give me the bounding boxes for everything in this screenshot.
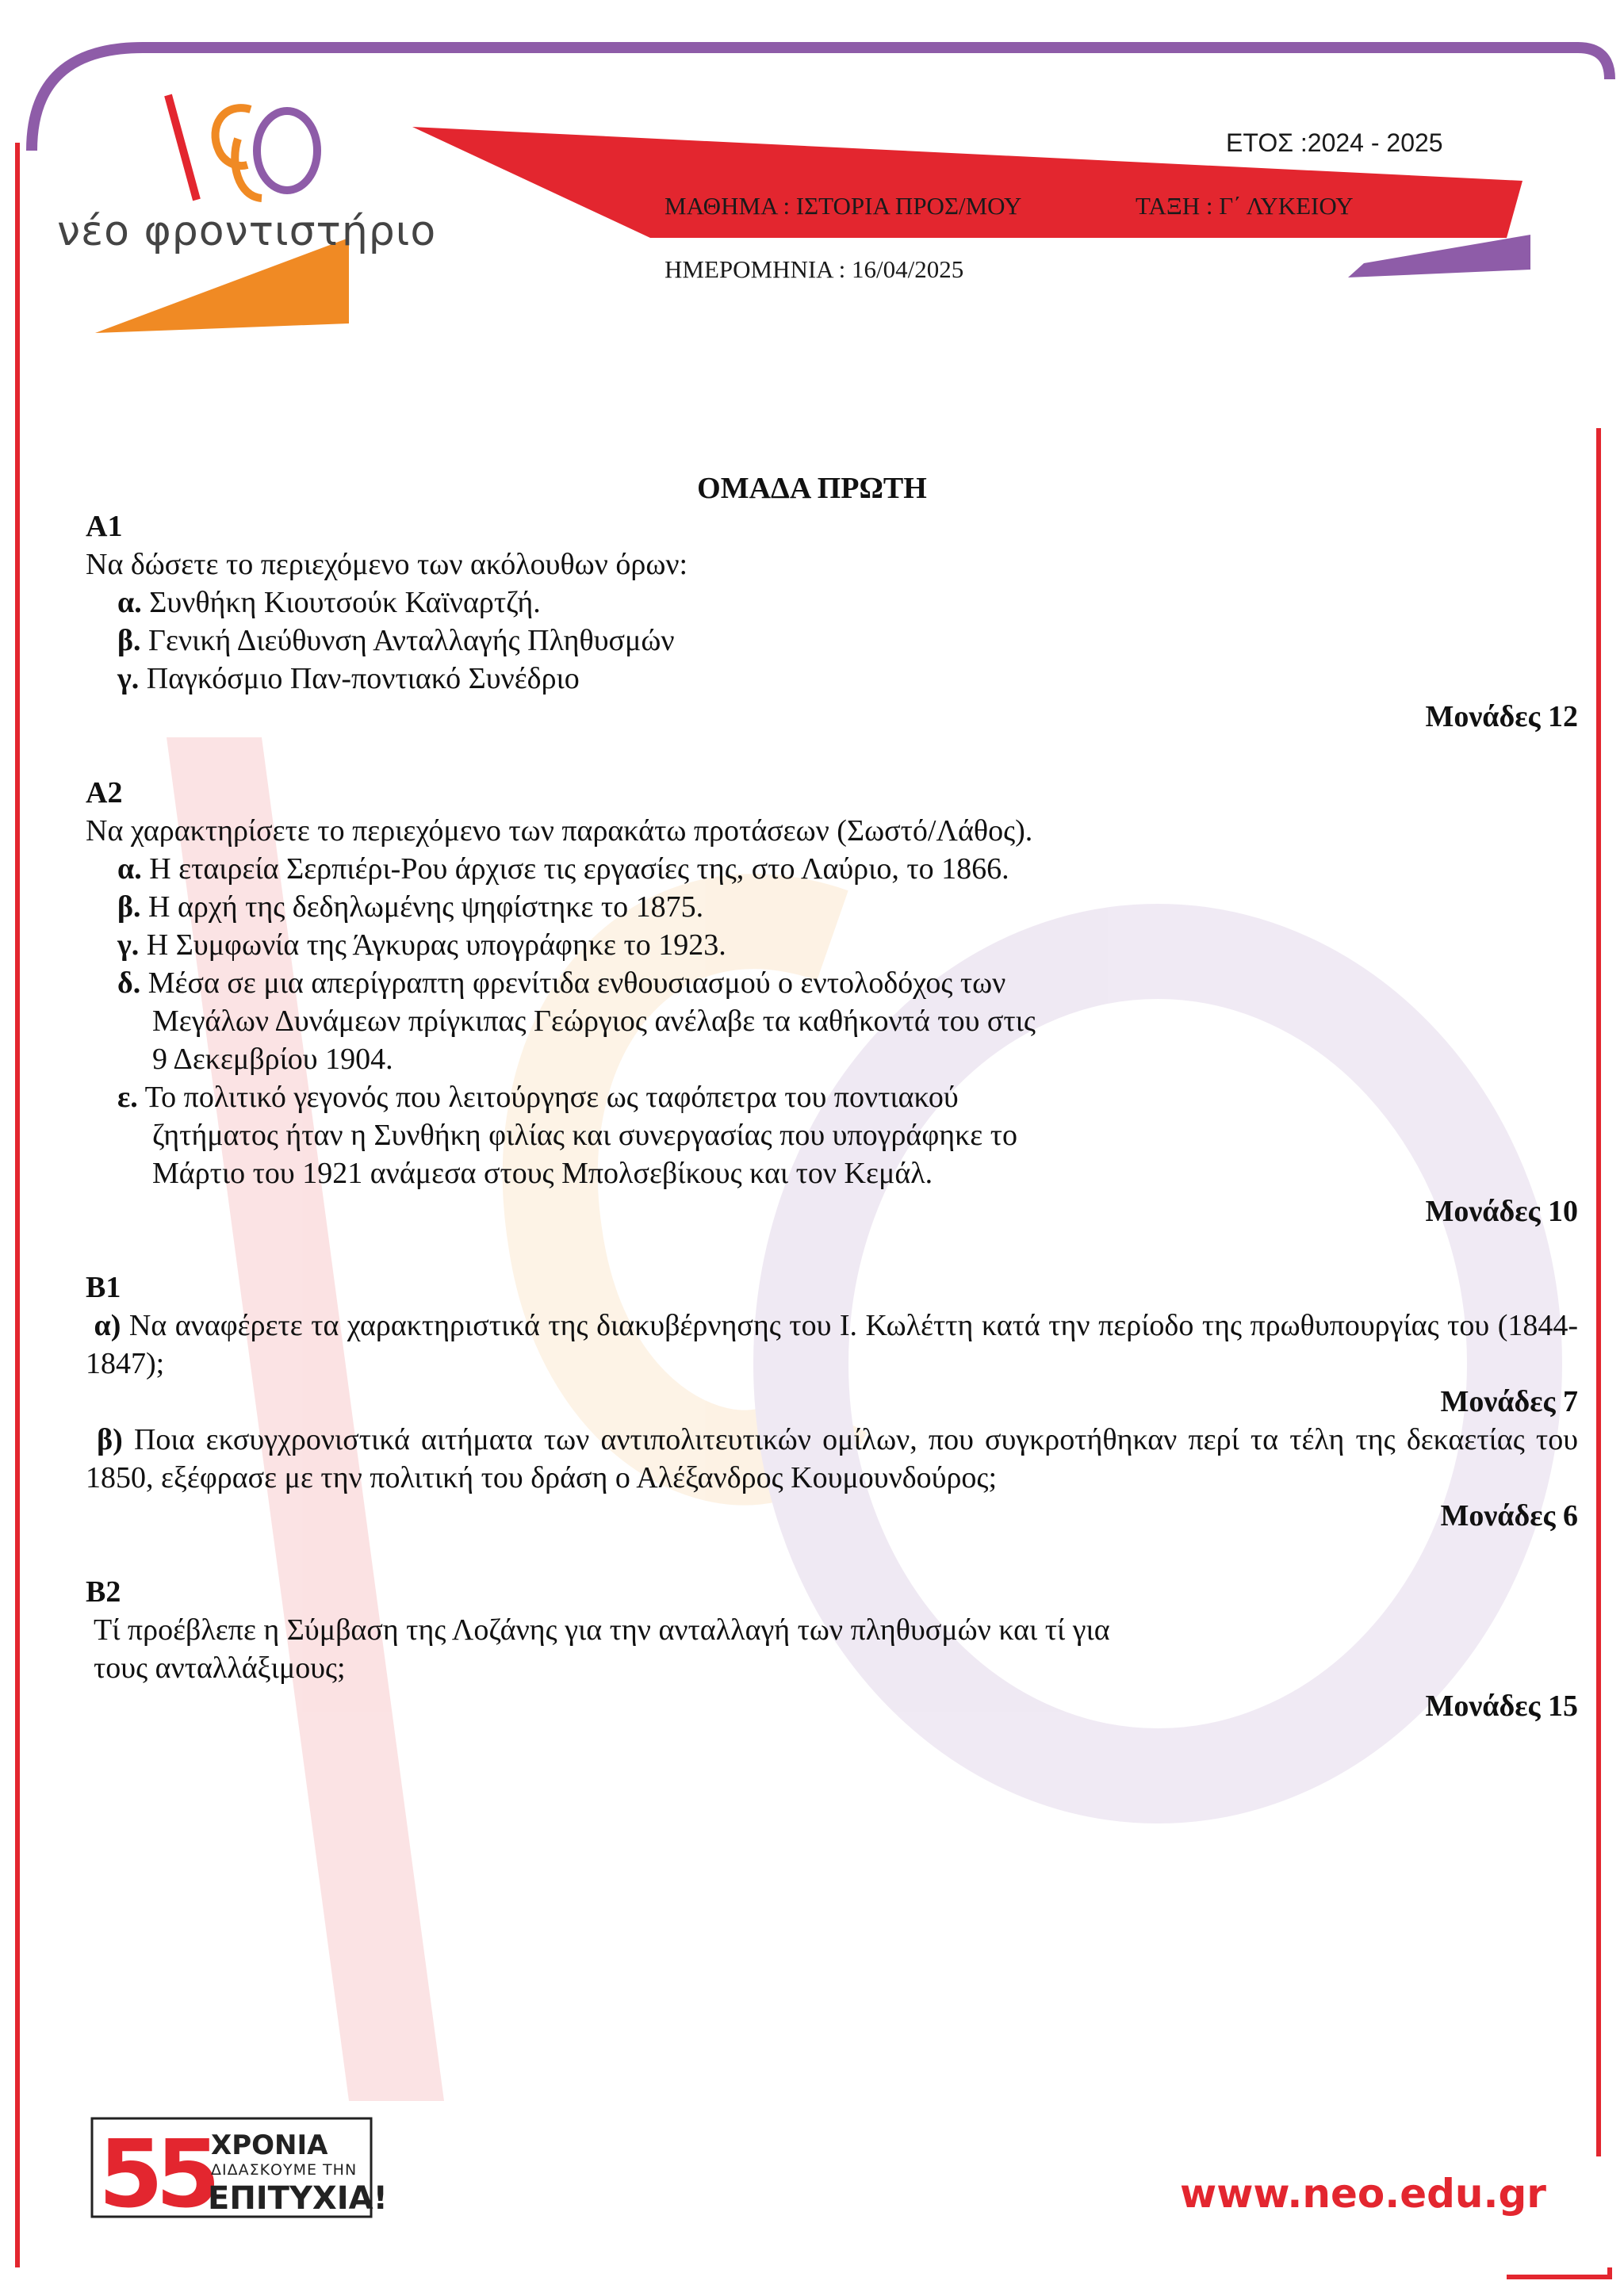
question-label: α)	[94, 1309, 121, 1342]
badge-number: 55	[98, 2119, 213, 2229]
list-item	[86, 888, 1578, 926]
list-item	[86, 850, 1578, 888]
section-a2-score: Μονάδες 10	[1425, 1195, 1578, 1228]
item-label: γ.	[117, 928, 140, 962]
item-label: α.	[117, 586, 142, 619]
badge-line1: ΧΡΟΝΙΑ	[211, 2130, 328, 2161]
list-item	[86, 1078, 1578, 1116]
section-b1-heading: Β1	[86, 1271, 121, 1304]
item-label: ε.	[117, 1081, 138, 1114]
logo-mark	[168, 95, 317, 200]
item-text: Η Συμφωνία της Άγκυρας υπογράφηκε το 1923.	[146, 928, 726, 962]
item-text: Συνθήκη Κιουτσούκ Καϊναρτζή.	[149, 586, 541, 619]
question-label: β)	[97, 1423, 123, 1456]
item-text: Παγκόσμιο Παν-ποντιακό Συνέδριο	[146, 662, 580, 695]
item-text: Γενική Διεύθυνση Ανταλλαγής Πληθυσμών	[148, 624, 675, 657]
section-b2-question-line: Τί προέβλεπε η Σύμβαση της Λοζάνης για την ανταλλαγή των πληθυσμών και τί για	[94, 1613, 1110, 1647]
subject: ΜΑΘΗΜΑ : ΙΣΤΟΡΙΑ ΠΡΟΣ/ΜΟΥ	[665, 192, 1022, 220]
item-continuation: ζητήματος ήταν η Συνθήκη φιλίας και συνεργασίας που υπογράφηκε το	[152, 1119, 1017, 1152]
section-a2-intro: Να χαρακτηρίσετε το περιεχόμενο των παρακάτω προτάσεων (Σωστό/Λάθος).	[86, 814, 1033, 848]
list-item	[86, 964, 1578, 1002]
badge-line2: ΔΙΔΑΣΚΟΥΜΕ ΤΗΝ	[211, 2161, 358, 2179]
section-b1-score-a: Μονάδες 7	[1440, 1385, 1578, 1418]
section-a1-score: Μονάδες 12	[1425, 700, 1578, 733]
item-text: Η εταιρεία Σερπιέρι-Ρου άρχισε τις εργασίες της, στο Λαύριο, το 1866.	[149, 852, 1009, 886]
question-text: Να αναφέρετε τα χαρακτηριστικά της διακυβέρνησης του Ι. Κωλέττη κατά την περίοδο της πρωθυπουργίας του (1844-1847);	[86, 1309, 1579, 1380]
item-text: Το πολιτικό γεγονός που λειτούργησε ως ταφόπετρα του ποντιακού	[144, 1081, 959, 1114]
section-b2-score: Μονάδες 15	[1425, 1689, 1578, 1723]
section-b2-question-line: τους ανταλλάξιμους;	[94, 1651, 346, 1685]
item-continuation: Μάρτιο του 1921 ανάμεσα στους Μπολσεβίκους και τον Κεμάλ.	[152, 1157, 933, 1190]
item-label: β.	[117, 624, 141, 657]
list-item	[86, 584, 1578, 622]
item-label: β.	[117, 890, 141, 924]
section-b2-heading: Β2	[86, 1575, 121, 1609]
item-label: δ.	[117, 966, 141, 1000]
school-year: ΕΤΟΣ :2024 - 2025	[1226, 128, 1443, 157]
list-item	[86, 660, 1578, 698]
section-b1-score-b: Μονάδες 6	[1440, 1499, 1578, 1533]
section-a1-heading: Α1	[86, 510, 123, 543]
section-a2-heading: Α2	[86, 776, 123, 809]
list-item	[86, 622, 1578, 660]
item-text: Η αρχή της δεδηλωμένης ψηφίστηκε το 1875.	[148, 890, 704, 924]
section-b1-question-a	[86, 1307, 1578, 1383]
website-link[interactable]: www.neo.edu.gr	[1180, 2171, 1546, 2217]
section-a1-intro: Να δώσετε το περιεχόμενο των ακόλουθων όρων:	[86, 548, 688, 581]
page-title: ΟΜΑΔΑ ΠΡΩΤΗ	[697, 472, 927, 505]
section-b1-question-b	[86, 1421, 1578, 1497]
class-level: ΤΑΞΗ : Γ΄ ΛΥΚΕΙΟΥ	[1136, 192, 1354, 220]
question-text: Ποια εκσυγχρονιστικά αιτήματα των αντιπολιτευτικών ομίλων, που συγκροτήθηκαν περί τα τέλη της δεκαετίας του 1850, εξέφρασε με την πολιτική του δράση ο Αλέξανδρος Κουμουνδούρος;	[86, 1423, 1579, 1494]
item-continuation: 9 Δεκεμβρίου 1904.	[152, 1043, 393, 1076]
exam-content	[86, 469, 1578, 1725]
item-label: γ.	[117, 662, 140, 695]
badge-line3: ΕΠΙΤΥΧΙΑ!	[208, 2180, 388, 2217]
footer-red-corner	[1507, 2267, 1610, 2277]
logo-text: νέο φροντιστήριο	[57, 208, 437, 255]
item-label: α.	[117, 852, 142, 886]
header-purple-banner	[1348, 235, 1530, 277]
item-text: Μέσα σε μια απερίγραπτη φρενίτιδα ενθουσιασμού ο εντολοδόχος των	[147, 966, 1006, 1000]
item-continuation: Μεγάλων Δυνάμεων πρίγκιπας Γεώργιος ανέλαβε τα καθήκοντά του στις	[152, 1004, 1036, 1038]
exam-date: ΗΜΕΡΟΜΗΝΙΑ : 16/04/2025	[665, 255, 964, 283]
list-item	[86, 926, 1578, 964]
